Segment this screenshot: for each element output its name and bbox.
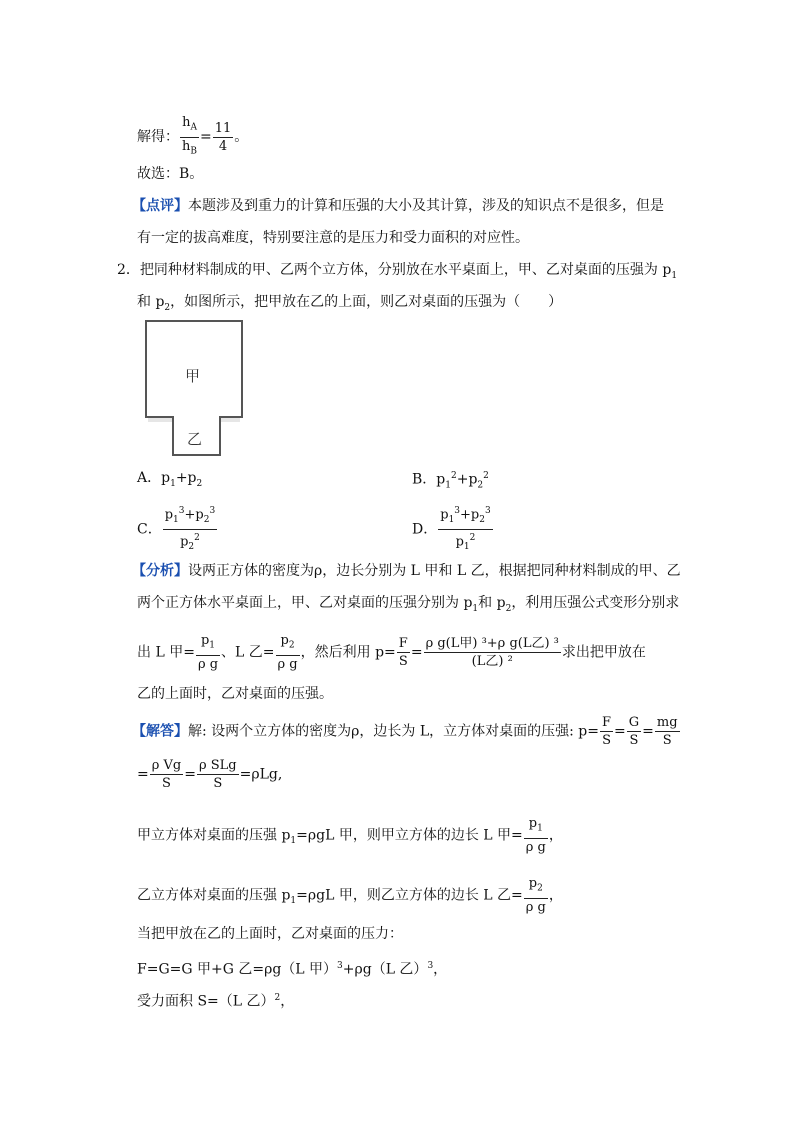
option-d-fraction: $\frac{p_1^3+p_2^3}{p_1^2}$ (438, 503, 492, 556)
analysis-line-1: 【分析】设两正方体的密度为ρ，边长分别为 L 甲和 L 乙，根据把同种材料制成的甲、乙 (132, 563, 681, 579)
analysis-line-4: 乙的上面时，乙对桌面的压强。 (137, 686, 333, 702)
option-a[interactable]: A．$p_1+p_2$ (137, 470, 203, 489)
review-line-2: 有一定的拔高难度，特别要注意的是压力和受力面积的对应性。 (137, 230, 529, 246)
question-2-line-2: 和 $p_2$，如图所示，把甲放在乙的上面，则乙对桌面的压强为（ ） (137, 294, 563, 313)
analysis-frac-4: $\frac{\text{ρ g(L甲) ³+ρ g(L乙) ³}}{\text{(L乙) ²}}$ (425, 635, 559, 669)
analysis-frac-3: $\frac{F}{S}$ (398, 635, 408, 669)
answer-frac-p1: $\frac{p_1}{\text{ρ g}}$ (525, 816, 546, 855)
review-line-1: 【点评】本题涉及到重力的计算和压强的大小及其计算，涉及的知识点不是很多，但是 (132, 198, 664, 214)
option-d[interactable]: D． $\frac{p_1^3+p_2^3}{p_1^2}$ (412, 503, 494, 556)
answer-frac-f-s: $\frac{F}{S}$ (602, 715, 612, 748)
answer-line-2: = $\frac{\text{ρ Vg}}{S}$ = $\frac{\text{ρ SLg}}{S}$ =ρLg, (137, 758, 283, 791)
analysis-frac-1: $\frac{p_1}{\text{ρ g}}$ (197, 633, 219, 672)
answer-line-6: F=G=G 甲+G 乙=ρg（L 甲）$^3$+ρg（L 乙）$^3$， (137, 961, 448, 978)
answer-tag: 【解答】 (132, 723, 188, 740)
review-tag: 【点评】 (132, 198, 188, 214)
ratio-value-fraction: $\frac{11}{4}$ (214, 120, 232, 154)
answer-line-1: 【解答】解: 设两个立方体的密度为ρ，边长为 L，立方体对桌面的压强: p= $\frac{F}{S}$ = $\frac{G}{S}$ = $\frac{mg}{S}$ (132, 715, 678, 748)
ratio-h-fraction: $\frac{h_A}{h_B}$ (182, 115, 197, 157)
answer-line-3: 甲立方体对桌面的压强 $p_1=\rho gL$ 甲，则甲立方体的边长 L 甲= $\frac{p_1}{\text{ρ g}}$ ， (137, 816, 563, 855)
analysis-frac-2: $\frac{p_2}{\text{ρ g}}$ (277, 633, 298, 672)
answer-line-5: 当把甲放在乙的上面时，乙对桌面的压力： (137, 926, 403, 942)
analysis-line-3: 出 L 甲= $\frac{p_1}{\text{ρ g}}$ 、L 乙= $\frac{p_2}{\text{ρ g}}$ ，然后利用 p= $\frac{F}{S}$ = $\frac{\text{ρ g(L甲) ³+ρ g(L乙) ³}}{\text{(L乙) ²}}$ 求出把甲放在 (137, 633, 646, 672)
question-2-line-1: 2．把同种材料制成的甲、乙两个立方体，分别放在水平桌面上，甲、乙对桌面的压强为 $p_1$ (117, 262, 678, 281)
choose-answer: 故选：B。 (137, 166, 204, 182)
answer-frac-slg-s: $\frac{\text{ρ SLg}}{S}$ (198, 758, 237, 791)
answer-line-7: 受力面积 S=（L 乙）$^2$， (137, 993, 295, 1010)
answer-frac-p2: $\frac{p_2}{\text{ρ g}}$ (525, 876, 546, 915)
analysis-line-2: 两个正方体水平桌面上，甲、乙对桌面的压强分别为 $p_1$和 $p_2$，利用压强公式变形分别求 (137, 595, 680, 614)
cube-jia-label: 甲 (185, 367, 201, 385)
solution-line-1: 解得： $\frac{h_A}{h_B}$ = $\frac{11}{4}$ 。 (137, 114, 248, 160)
analysis-tag: 【分析】 (132, 563, 188, 579)
solution-label: 解得： (137, 129, 179, 146)
option-c[interactable]: C． $\frac{p_1^3+p_2^3}{p_2^2}$ (137, 503, 218, 556)
answer-line-4: 乙立方体对桌面的压强 $p_1=\rho gL$ 甲，则乙立方体的边长 L 乙= $\frac{p_2}{\text{ρ g}}$ ， (137, 876, 563, 915)
option-b[interactable]: B．$p_1^2+p_2^2$ (412, 471, 489, 491)
question-number: 2． (117, 262, 140, 278)
option-c-fraction: $\frac{p_1^3+p_2^3}{p_2^2}$ (163, 503, 217, 556)
answer-frac-vg-s: $\frac{\text{ρ Vg}}{S}$ (151, 758, 182, 791)
answer-frac-g-s: $\frac{G}{S}$ (628, 715, 640, 748)
cube-yi-label: 乙 (187, 430, 203, 448)
answer-frac-mg-s: $\frac{mg}{S}$ (656, 715, 678, 748)
